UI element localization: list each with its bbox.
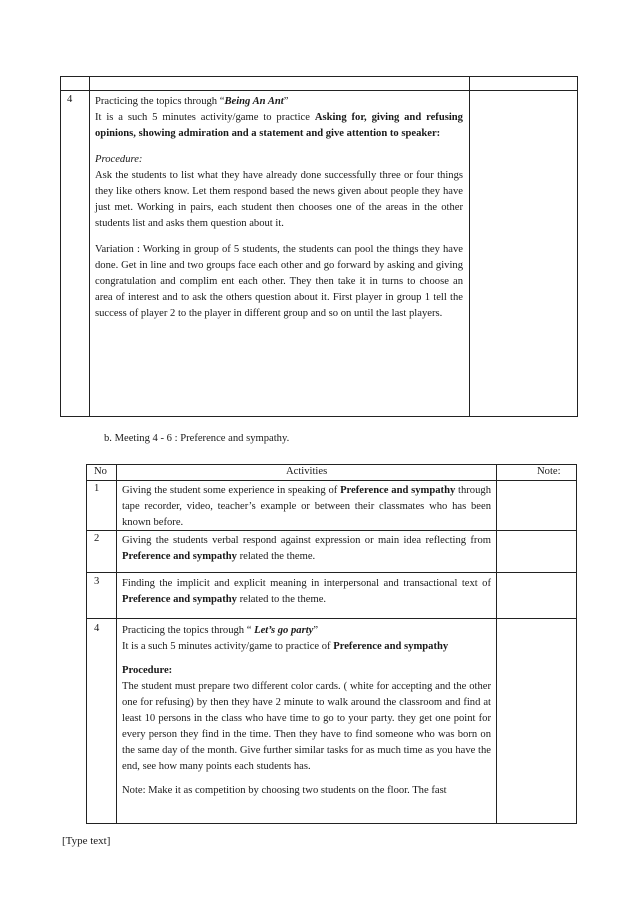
activity-cell	[95, 94, 463, 322]
row-number: 1	[94, 483, 100, 494]
activity-description: It is a such 5 minutes activity/game to practice of Preference and sympathy	[122, 641, 449, 652]
game-title: Let’s go party	[254, 625, 314, 636]
column-header-activities: Activities	[286, 466, 328, 477]
row-number: 3	[94, 576, 100, 587]
activities-table-continued	[60, 76, 578, 417]
note-text: Note: Make it as competition by choosing two students on the floor. The fast	[122, 785, 447, 796]
procedure-label: Procedure:	[95, 154, 143, 165]
variation-text: Variation : Working in group of 5 students, the students can pool the things they have done. Get in line and two groups face each other and go forward by asking and giving congratulation and complim ent each other. They then take it in turns to choose an area of interest and to ask the others question about it. First player in group 1 tell the success of player 2 to the player in different group and so on until the last players.	[95, 244, 463, 319]
row-number: 2	[94, 533, 100, 544]
table-row-activity: Giving the student some experience in speaking of Preference and sympathy through tape recorder, video, teacher’s example or between their classmates who has been known before.	[122, 485, 491, 528]
activity-title-line: Practicing the topics through “Being An Ant”	[95, 96, 289, 107]
column-header-note: Note:	[537, 466, 561, 477]
activity-focus: Asking for, giving and refusing opinions, showing admiration and a statement and give attention to speaker:	[95, 112, 463, 139]
table-row-activity: Giving the students verbal respond against expression or main idea reflecting from Preference and sympathy related the theme.	[122, 535, 491, 562]
meeting-heading: b. Meeting 4 - 6 : Preference and sympathy.	[104, 433, 290, 444]
game-title: Being An Ant	[224, 96, 284, 107]
footer-placeholder: [Type text]	[62, 835, 111, 847]
column-header-no: No	[94, 466, 107, 477]
meeting-activities-table	[86, 464, 577, 824]
row-number: 4	[94, 623, 100, 634]
row-number: 4	[67, 94, 73, 105]
table-row-activity: Finding the implicit and explicit meaning in interpersonal and transactional text of Preference and sympathy related to the theme.	[122, 578, 491, 605]
procedure-label: Procedure:	[122, 665, 173, 676]
table-row-activity	[122, 623, 491, 799]
procedure-text: The student must prepare two different color cards. ( white for accepting and the other one for refusing) by then they have 2 minute to walk around the classroom and find at least 10 persons in the class who have time to go to your party. they get one point for every person they find in the time. Then they have to find someone who was born on the same day of the month. Give further similar tasks for as much time as you have the end, see how many points each students has.	[122, 681, 491, 772]
activity-title-line: Practicing the topics through “ Let’s go party”	[122, 625, 319, 636]
activity-description: It is a such 5 minutes activity/game to practice Asking for, giving and refusing opinions, showing admiration and a statement and give attention to speaker:	[95, 112, 463, 139]
procedure-text: Ask the students to list what they have already done successfully three or four things they like others know. Let them respond based the news given about people they have just met. Working in pairs, each student then chooses one of the areas in the other students list and asks them question about it.	[95, 170, 463, 229]
